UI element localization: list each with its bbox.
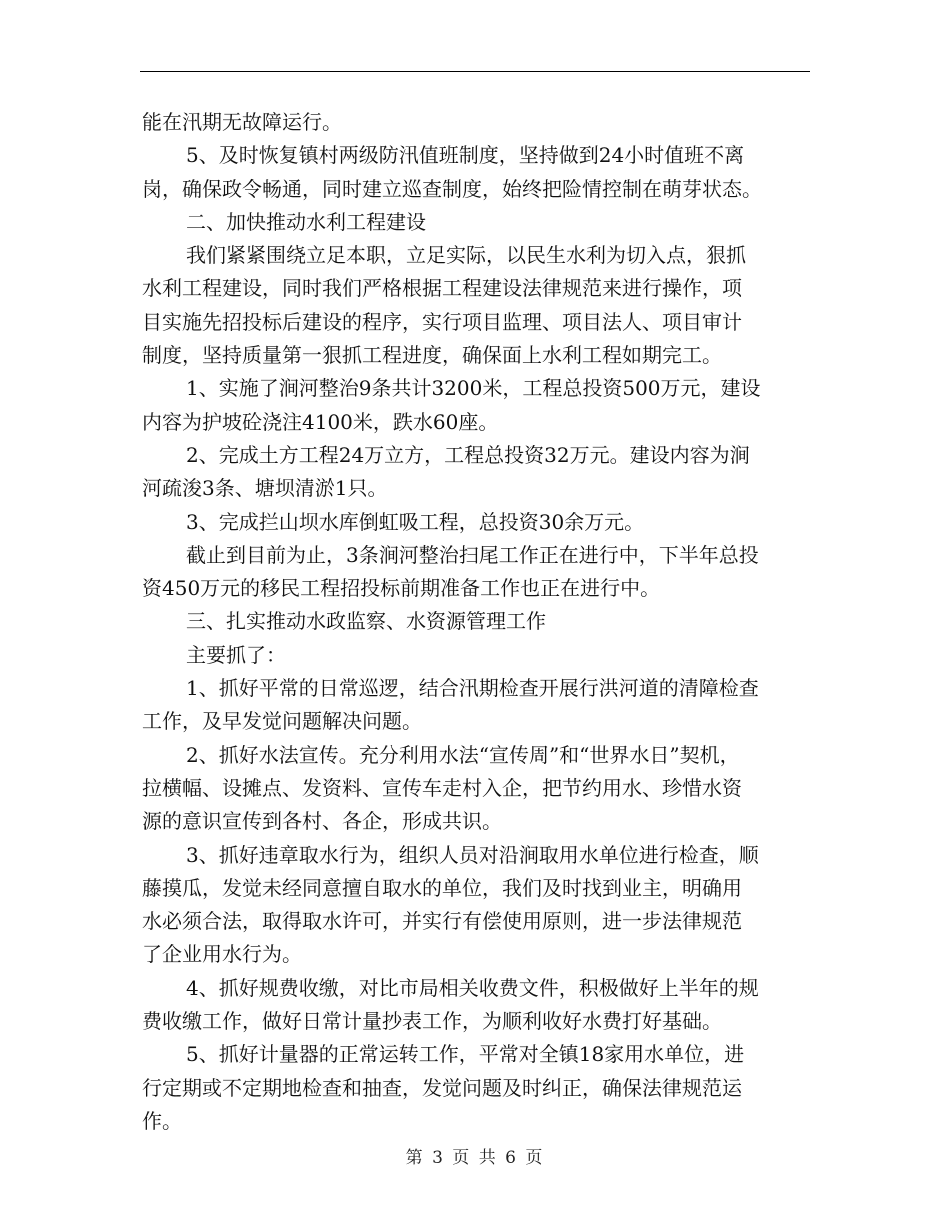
text-line: 水必须合法，取得取水许可，并实行有偿使用原则，进一步法律规范 — [142, 909, 742, 934]
text-line: 1、抓好平常的日常巡逻，结合汛期检查开展行洪河道的清障检查 — [186, 676, 759, 701]
text-line: 源的意识宣传到各村、各企，形成共识。 — [142, 809, 502, 834]
text-line: 我们紧紧围绕立足本职，立足实际，以民生水利为切入点，狠抓 — [186, 243, 746, 268]
text-line: 3、抓好违章取水行为，组织人员对沿涧取用水单位进行检查，顺 — [186, 842, 759, 867]
text-line: 岗，确保政令畅通，同时建立巡查制度，始终把险情控制在萌芽状态。 — [142, 176, 762, 201]
text-line: 作。 — [142, 1108, 182, 1133]
text-line: 制度，坚持质量第一狠抓工程进度，确保面上水利工程如期完工。 — [142, 343, 722, 368]
text-line: 资450万元的移民工程招投标前期准备工作也正在进行中。 — [142, 576, 661, 601]
text-line: 3、完成拦山坝水库倒虹吸工程，总投资30余万元。 — [186, 509, 645, 534]
text-line: 4、抓好规费收缴，对比市局相关收费文件，积极做好上半年的规 — [186, 975, 759, 1000]
text-line: 2、抓好水法宣传。充分利用水法“宣传周”和“世界水日”契机， — [186, 742, 740, 767]
text-line: 二、加快推动水利工程建设 — [186, 209, 426, 234]
text-line: 1、实施了涧河整治9条共计3200米，工程总投资500万元，建设 — [186, 376, 761, 401]
text-line: 水利工程建设，同时我们严格根据工程建设法律规范来进行操作，项 — [142, 276, 742, 301]
text-line: 能在汛期无故障运行。 — [142, 110, 342, 134]
text-line: 河疏浚3条、塘坝清淤1只。 — [142, 476, 388, 501]
text-line: 费收缴工作，做好日常计量抄表工作，为顺利收好水费打好基础。 — [142, 1009, 722, 1034]
text-line: 藤摸瓜，发觉未经同意擅自取水的单位，我们及时找到业主，明确用 — [142, 875, 742, 900]
text-line: 目实施先招投标后建设的程序，实行项目监理、项目法人、项目审计 — [142, 309, 742, 334]
text-line: 了企业用水行为。 — [142, 942, 302, 967]
text-line: 主要抓了： — [186, 642, 286, 667]
text-line: 截止到目前为止，3条涧河整治扫尾工作正在进行中，下半年总投 — [186, 542, 759, 567]
text-line: 工作，及早发觉问题解决问题。 — [142, 709, 422, 734]
page-number-footer: 第 3 页 共 6 页 — [405, 1148, 545, 1168]
text-line: 三、扎实推动水政监察、水资源管理工作 — [186, 609, 546, 634]
text-line: 行定期或不定期地检查和抽查，发觉问题及时纠正，确保法律规范运 — [142, 1075, 742, 1100]
text-line: 内容为护坡砼浇注4100米，跌水60座。 — [142, 409, 499, 434]
header-rule — [140, 71, 810, 72]
text-line: 5、抓好计量器的正常运转工作，平常对全镇18家用水单位，进 — [186, 1042, 745, 1067]
text-line: 5、及时恢复镇村两级防汛值班制度，坚持做到24小时值班不离 — [186, 143, 745, 168]
text-line: 2、完成土方工程24万立方，工程总投资32万元。建设内容为涧 — [186, 442, 750, 467]
document-body — [142, 106, 812, 1138]
text-line: 拉横幅、设摊点、发资料、宣传车走村入企，把节约用水、珍惜水资 — [142, 775, 742, 800]
